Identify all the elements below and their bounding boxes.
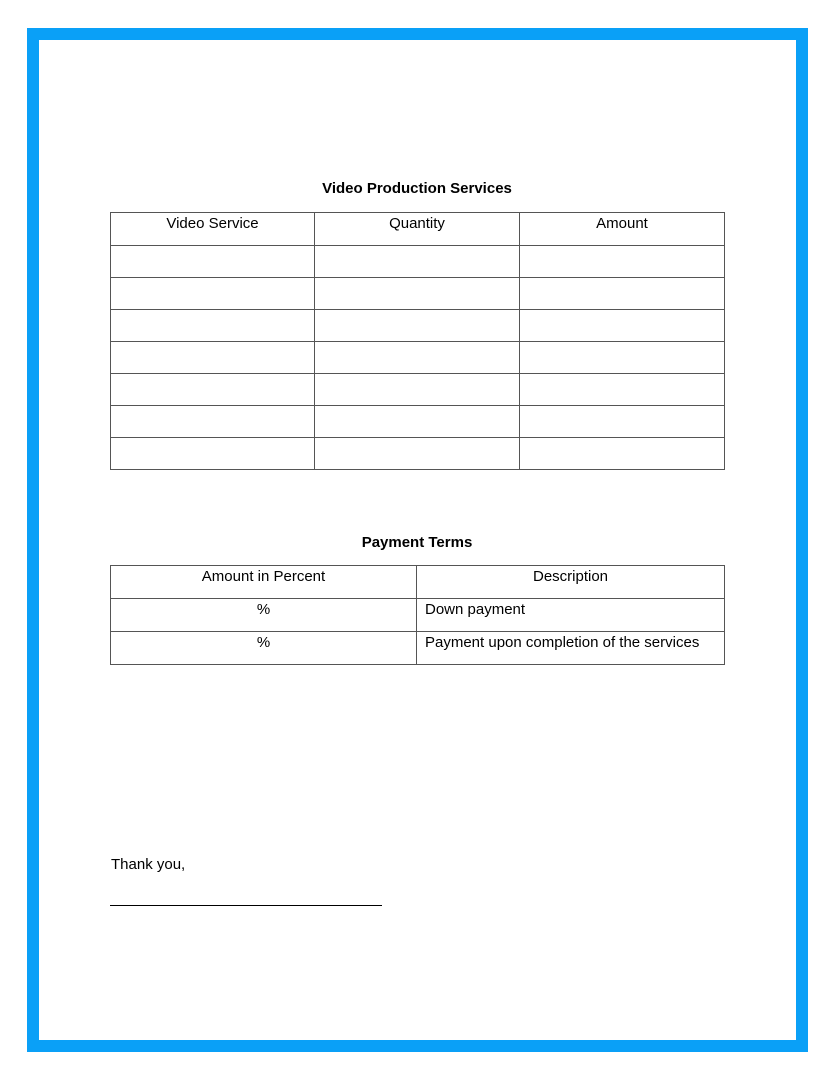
header-amount-in-percent: Amount in Percent — [111, 566, 417, 599]
table-row — [111, 632, 725, 665]
table-row — [111, 278, 725, 310]
header-quantity: Quantity — [315, 213, 520, 246]
cell-video-service[interactable] — [111, 406, 315, 438]
cell-percent[interactable]: % — [111, 599, 417, 632]
cell-percent[interactable]: % — [111, 632, 417, 665]
cell-amount[interactable] — [520, 278, 725, 310]
cell-amount[interactable] — [520, 438, 725, 470]
cell-video-service[interactable] — [111, 246, 315, 278]
cell-video-service[interactable] — [111, 438, 315, 470]
cell-quantity[interactable] — [315, 406, 520, 438]
cell-description: Payment upon completion of the services — [417, 632, 725, 665]
table-row — [111, 599, 725, 632]
header-video-service: Video Service — [111, 213, 315, 246]
cell-amount[interactable] — [520, 246, 725, 278]
cell-amount[interactable] — [520, 406, 725, 438]
cell-quantity[interactable] — [315, 278, 520, 310]
services-header-row — [111, 213, 725, 246]
cell-description: Down payment — [417, 599, 725, 632]
cell-amount[interactable] — [520, 342, 725, 374]
table-row — [111, 374, 725, 406]
payment-terms-title: Payment Terms — [361, 534, 473, 551]
cell-quantity[interactable] — [315, 374, 520, 406]
cell-video-service[interactable] — [111, 310, 315, 342]
table-row — [111, 406, 725, 438]
header-description: Description — [417, 566, 725, 599]
cell-quantity[interactable] — [315, 438, 520, 470]
cell-quantity[interactable] — [315, 342, 520, 374]
cell-video-service[interactable] — [111, 278, 315, 310]
header-amount: Amount — [520, 213, 725, 246]
services-title: Video Production Services — [322, 180, 512, 197]
closing-text: Thank you, — [111, 856, 186, 873]
table-row — [111, 246, 725, 278]
cell-amount[interactable] — [520, 374, 725, 406]
cell-quantity[interactable] — [315, 246, 520, 278]
signature-line[interactable] — [110, 905, 382, 906]
table-row — [111, 310, 725, 342]
payment-terms-table — [110, 565, 725, 665]
cell-amount[interactable] — [520, 310, 725, 342]
table-row — [111, 438, 725, 470]
cell-video-service[interactable] — [111, 374, 315, 406]
services-table — [110, 212, 725, 470]
payment-header-row — [111, 566, 725, 599]
cell-video-service[interactable] — [111, 342, 315, 374]
cell-quantity[interactable] — [315, 310, 520, 342]
table-row — [111, 342, 725, 374]
